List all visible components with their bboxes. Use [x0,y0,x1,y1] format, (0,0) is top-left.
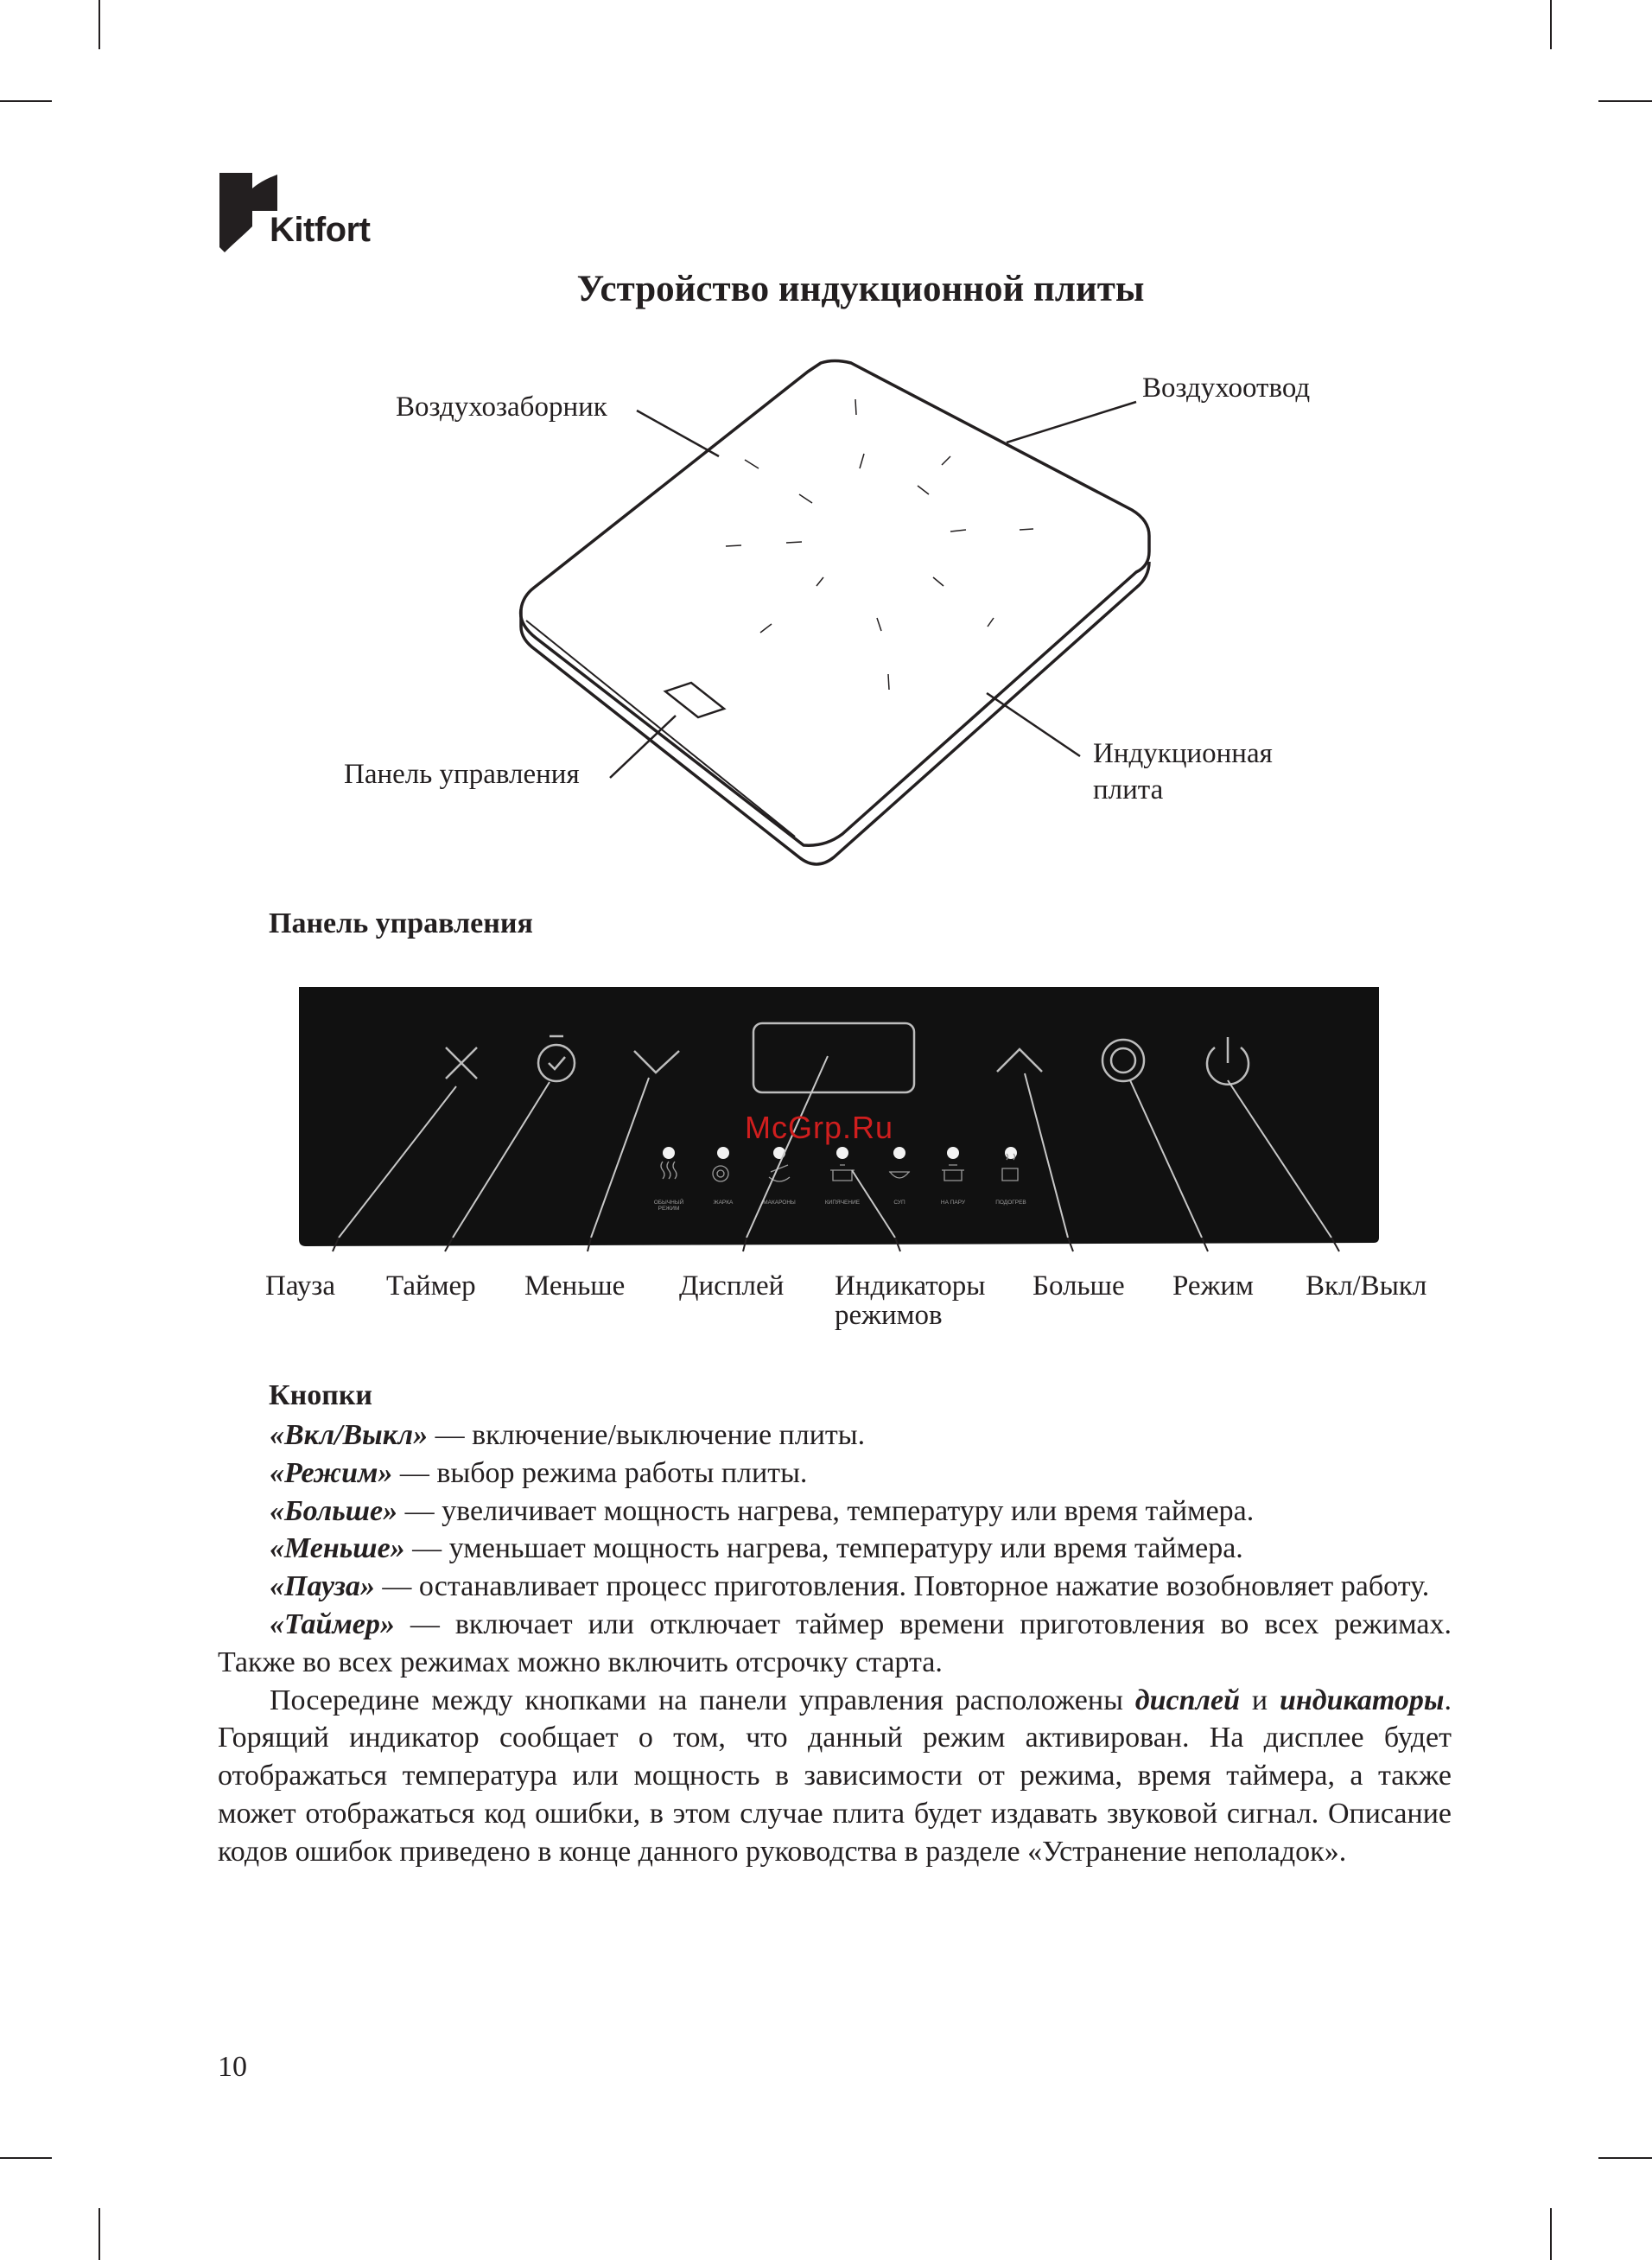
brand-name: Kitfort [270,211,371,249]
button-desc-mode [218,1455,1452,1493]
crop-mark [98,0,100,49]
crop-mark [1550,0,1552,49]
label-induction-plate-line1: Индукционная [1093,738,1273,769]
panel-label-indicators-line1: Индикаторы [835,1270,986,1302]
desc-less: — уменьшает мощность нагрева, температуру или время таймера. [404,1532,1243,1565]
panel-label-more: Больше [1032,1270,1125,1302]
term-mode: «Режим» [270,1456,393,1489]
term-less: «Меньше» [270,1532,405,1565]
brand-logo [218,171,391,258]
indicator-label: КИПЯЧЕНИЕ [824,1200,861,1206]
watermark-text: McGrp.Ru [745,1110,894,1145]
button-desc-more [218,1493,1452,1531]
panel-label-indicators [835,1271,985,1330]
para-term-indicators: индикаторы [1279,1684,1445,1716]
crop-mark [1598,100,1652,102]
panel-label-timer: Таймер [386,1270,476,1302]
term-more: «Больше» [270,1494,398,1527]
crop-mark [98,2208,100,2260]
indicator-label: СУП [893,1200,905,1206]
panel-section-title: Панель управления [269,907,533,939]
desc-onoff: — включение/выключение плиты. [428,1419,866,1451]
display-indicators-paragraph [218,1682,1452,1871]
panel-label-display: Дисплей [679,1270,785,1302]
term-pause: «Пауза» [270,1570,375,1603]
panel-label-connectors [0,1238,1652,1258]
label-induction-plate [1093,735,1273,808]
panel-label-less: Меньше [524,1270,626,1302]
crop-mark [0,2157,52,2159]
stove-diagram [0,328,1652,882]
para-part3: . Горящий индикатор сообщает о том, что данный режим активирован. На дисплее будет отображаться температура или мощность в зависимости от режима, время таймера, а также может отображаться код ошибки, в этом случае плита будет издавать звуковой сигнал. Описание кодов ошибок приведено в конце данного руководства в разделе «Устранение неполадок». [218,1684,1452,1868]
label-control-panel: Панель управления [344,759,580,790]
desc-timer: — включает или отключает таймер времени приготовления во всех режимах. Также во всех режимах можно включить отсрочку старта. [218,1607,1452,1678]
panel-label-pause: Пауза [265,1270,335,1302]
buttons-section-title: Кнопки [269,1379,373,1411]
para-term-display: дисплей [1134,1684,1241,1716]
desc-pause: — останавливает процесс приготовления. Повторное нажатие возобновляет работу. [374,1570,1430,1603]
indicator-label: ЖАРКА [713,1200,734,1206]
button-desc-less [218,1530,1452,1568]
panel-label-mode: Режим [1172,1270,1254,1302]
para-part1: Посередине между кнопками на панели управления расположены [270,1684,1135,1716]
control-panel-illustration [299,987,1379,1246]
indicator-label: НА ПАРУ [940,1200,966,1206]
page-number: 10 [218,2051,247,2083]
desc-more: — увеличивает мощность нагрева, температуру или время таймера. [397,1494,1255,1527]
indicator-label: ОБЫЧНЫЙ РЕЖИМ [653,1200,684,1212]
term-onoff: «Вкл/Выкл» [270,1419,429,1451]
crop-mark [0,100,52,102]
panel-label-onoff: Вкл/Выкл [1306,1270,1427,1302]
buttons-description [218,1416,1452,1871]
label-air-intake: Воздухозаборник [396,392,607,423]
term-timer: «Таймер» [270,1607,395,1640]
button-desc-timer [218,1606,1452,1682]
page-title: Устройство индукционной плиты [576,269,1145,309]
indicator-label: МАКАРОНЫ [763,1200,796,1206]
para-part2: и [1240,1684,1280,1716]
indicator-label: ПОДОГРЕВ [995,1200,1026,1206]
button-desc-pause [218,1568,1452,1606]
label-air-exhaust: Воздухоотвод [1142,372,1311,404]
label-induction-plate-line2: плита [1093,774,1164,805]
button-desc-onoff [218,1416,1452,1455]
crop-mark [1598,2157,1652,2159]
crop-mark [1550,2208,1552,2260]
panel-label-indicators-line2: режимов [835,1300,943,1331]
desc-mode: — выбор режима работы плиты. [392,1456,808,1489]
